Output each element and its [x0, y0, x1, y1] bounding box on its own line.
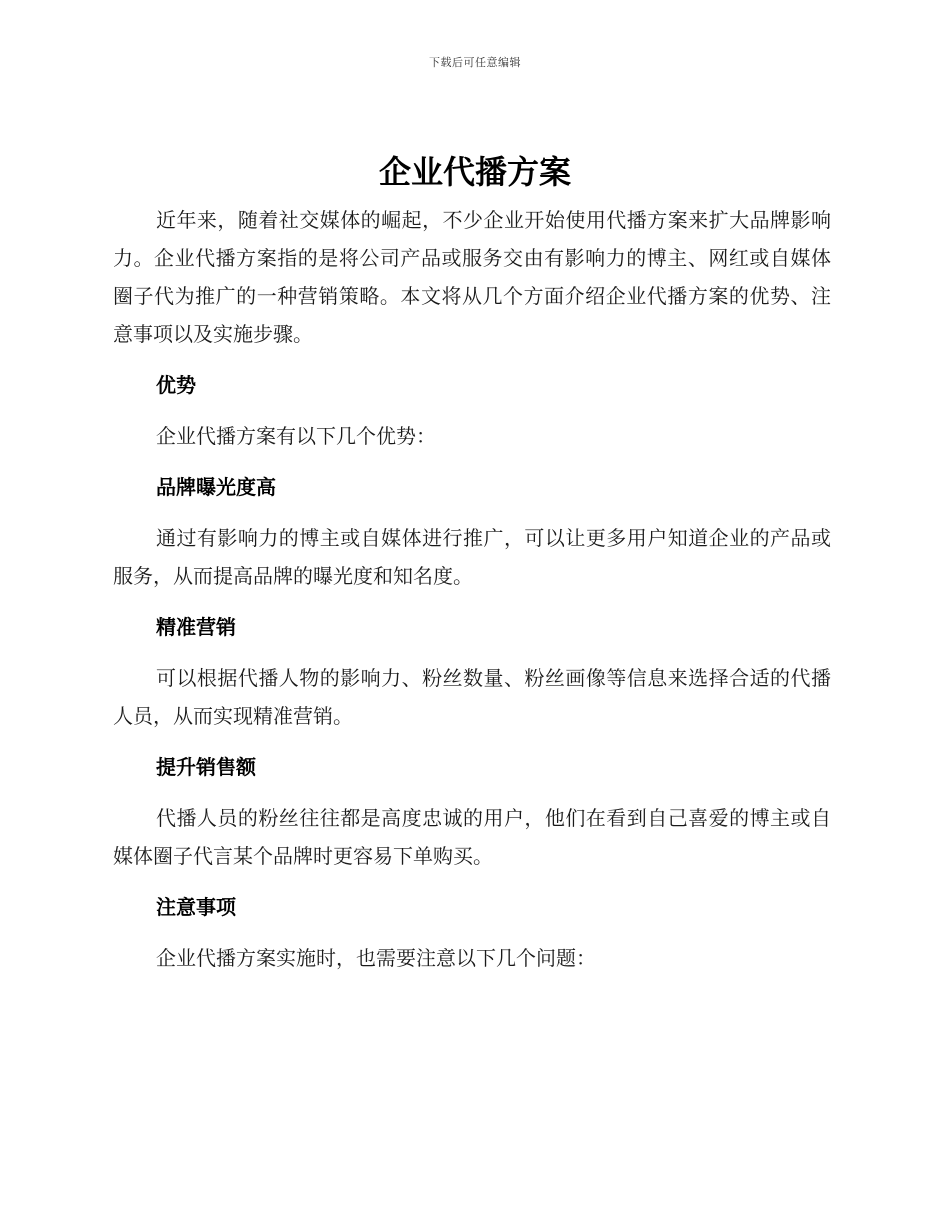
section-text-advantages: 企业代播方案有以下几个优势：: [156, 424, 436, 448]
section-text-precautions: 企业代播方案实施时，也需要注意以下几个问题：: [156, 946, 596, 970]
section-heading-precautions: 注意事项: [156, 895, 236, 919]
document-title: 企业代播方案: [378, 153, 571, 191]
section-heading-brand-exposure: 品牌曝光度高: [156, 475, 276, 499]
section-heading-advantages: 优势: [156, 373, 196, 397]
section-text-sales-boost: 代播人员的粉丝往往都是高度忠诚的用户，他们在看到自己喜爱的博主或自媒体圈子代言某个品牌时更容易下单购买。: [113, 806, 831, 868]
intro-paragraph: 近年来，随着社交媒体的崛起，不少企业开始使用代播方案来扩大品牌影响力。企业代播方案指的是将公司产品或服务交由有影响力的博主、网红或自媒体圈子代为推广的一种营销策略。本文将从几个方面介绍企业代播方案的优势、注意事项以及实施步骤。: [113, 208, 831, 346]
section-heading-sales-boost: 提升销售额: [156, 755, 256, 779]
header-note: 下载后可任意编辑: [429, 56, 521, 69]
section-text-precision-marketing: 可以根据代播人物的影响力、粉丝数量、粉丝画像等信息来选择合适的代播人员，从而实现精准营销。: [113, 666, 831, 728]
section-text-brand-exposure: 通过有影响力的博主或自媒体进行推广，可以让更多用户知道企业的产品或服务，从而提高品牌的曝光度和知名度。: [113, 526, 831, 588]
section-heading-precision-marketing: 精准营销: [156, 615, 236, 639]
document-body: [113, 201, 831, 990]
